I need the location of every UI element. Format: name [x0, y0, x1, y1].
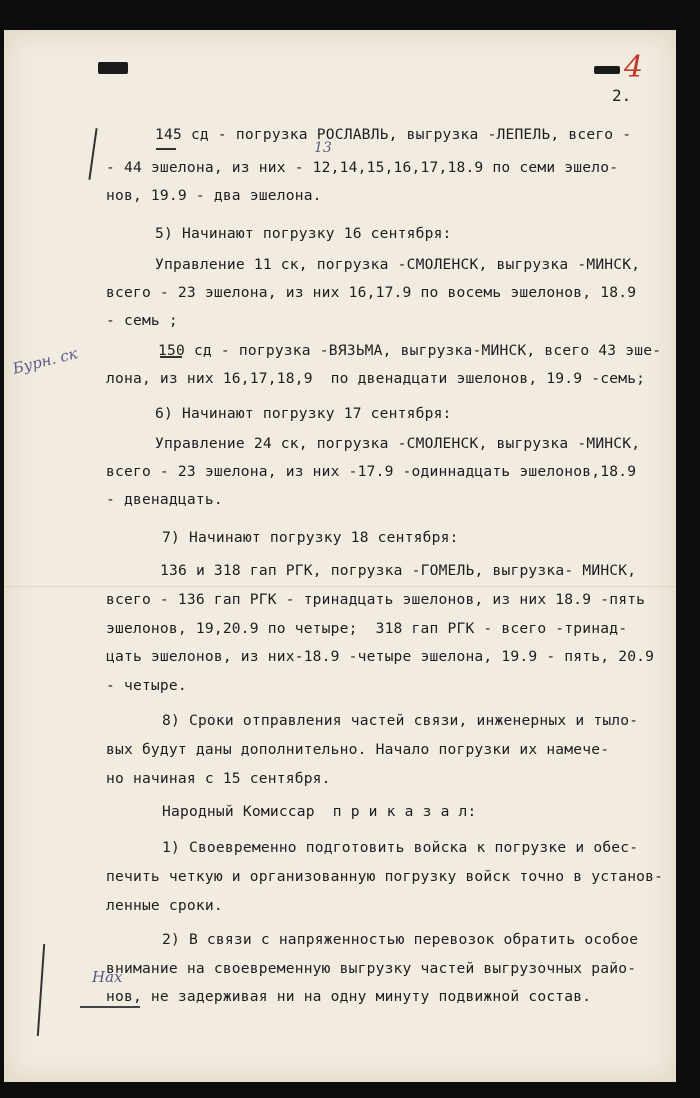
text-line-12: всего - 23 эшелона, из них -17.9 -одиннадцать эшелонов,18.9: [106, 463, 637, 480]
text-line-8: 150 сд - погрузка -ВЯЗЬМА, выгрузка-МИНСК, всего 43 эше-: [158, 342, 662, 359]
text-line-29: нов, не задерживая ни на одну минуту подвижной состав.: [106, 988, 592, 1005]
text-line-6: всего - 23 эшелона, из них 16,17.9 по восемь эшелонов, 18.9: [106, 284, 637, 301]
text-line-27: 2) В связи с напряженностью перевозок обратить особое: [162, 931, 639, 948]
text-line-15: 136 и 318 гап РГК, погрузка -ГОМЕЛЬ, выгрузка- МИНСК,: [160, 562, 637, 579]
correction-nay: Нах: [92, 968, 123, 986]
text-line-4: 5) Начинают погрузку 16 сентября:: [155, 225, 452, 242]
text-line-20: 8) Сроки отправления частей связи, инженерных и тыло-: [162, 712, 639, 729]
text-line-26: ленные сроки.: [106, 897, 223, 914]
text-line-11: Управление 24 ск, погрузка -СМОЛЕНСК, выгрузка -МИНСК,: [155, 435, 641, 452]
text-line-14: 7) Начинают погрузку 18 сентября:: [162, 529, 459, 546]
underline-mark: [80, 1006, 140, 1008]
correction-13: 13: [314, 140, 332, 156]
text-line-28: внимание на своевременную выгрузку частей выгрузочных райо-: [106, 960, 637, 977]
text-line-21: вых будут даны дополнительно. Начало погрузки их намече-: [106, 741, 610, 758]
text-line-2: - 44 эшелона, из них - 12,14,15,16,17,18.9 по семи эшело-: [106, 159, 619, 176]
text-line-22: но начиная с 15 сентября.: [106, 770, 331, 787]
text-line-25: печить четкую и организованную погрузку войск точно в установ-: [106, 868, 664, 885]
text-line-7: - семь ;: [106, 312, 178, 329]
text-line-19: - четыре.: [106, 677, 187, 694]
text-line-13: - двенадцать.: [106, 491, 223, 508]
text-line-23: Народный Комиссар п р и к а з а л:: [162, 803, 477, 820]
document-page: [4, 30, 676, 1082]
text-line-10: 6) Начинают погрузку 17 сентября:: [155, 405, 452, 422]
text-line-9: лона, из них 16,17,18,9 по двенадцати эшелонов, 19.9 -семь;: [106, 370, 646, 387]
text-line-24: 1) Своевременно подготовить войска к погрузке и обес-: [162, 839, 639, 856]
text-line-3: нов, 19.9 - два эшелона.: [106, 187, 322, 204]
page-number: 2.: [612, 86, 632, 105]
folio-number: 4: [624, 50, 644, 85]
page-fold: [4, 586, 676, 587]
text-line-18: цать эшелонов, из них-18.9 -четыре эшелона, 19.9 - пять, 20.9: [106, 648, 655, 665]
text-line-16: всего - 136 гап РГК - тринадцать эшелонов, из них 18.9 -пять: [106, 591, 646, 608]
staple-mark-right: [594, 66, 620, 74]
text-line-1: 145 сд - погрузка РОСЛАВЛЬ, выгрузка -ЛЕПЕЛЬ, всего -: [155, 126, 632, 143]
text-line-17: эшелонов, 19,20.9 по четыре; 318 гап РГК - всего -тринад-: [106, 620, 628, 637]
text-line-5: Управление 11 ск, погрузка -СМОЛЕНСК, выгрузка -МИНСК,: [155, 256, 641, 273]
margin-handwritten-note: Бурн. ск: [10, 344, 80, 378]
staple-mark-left: [98, 62, 128, 74]
underline-145: [156, 148, 176, 150]
